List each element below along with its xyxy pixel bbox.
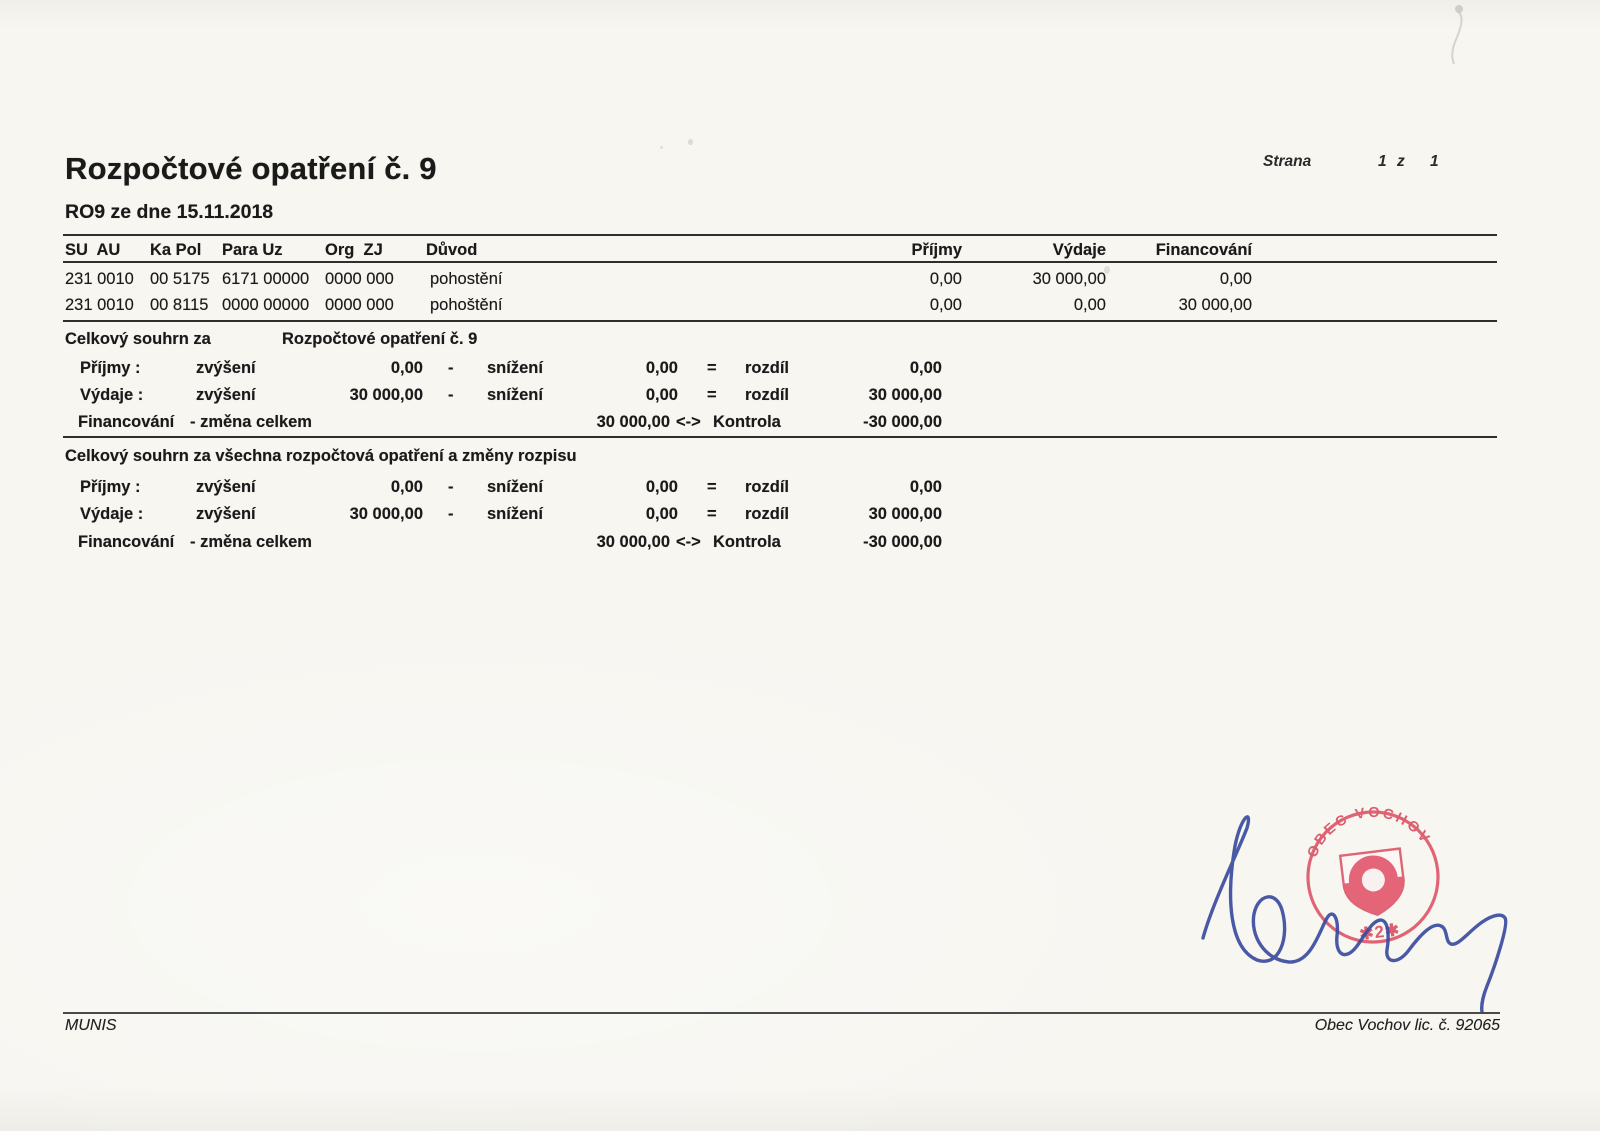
increase-value: 0,00 xyxy=(390,478,423,496)
col-header-financovani: Financování xyxy=(1155,241,1252,259)
diff-value: 0,00 xyxy=(909,478,942,496)
cell-org-zj: 0000 000 xyxy=(325,270,394,288)
diff-label: rozdíl xyxy=(745,478,789,496)
arrow-sign: <-> xyxy=(676,413,701,431)
increase-value: 30 000,00 xyxy=(349,505,423,523)
change-label: - změna celkem xyxy=(190,533,312,551)
row-label: Financování xyxy=(78,533,175,551)
page-indicator-label: Strana xyxy=(1263,153,1312,170)
cell-vydaje: 30 000,00 xyxy=(1032,270,1106,288)
decrease-value: 0,00 xyxy=(645,359,678,377)
cell-vydaje: 0,00 xyxy=(1073,296,1106,314)
financing-value: 30 000,00 xyxy=(596,413,670,431)
row-label: Výdaje : xyxy=(80,386,144,404)
diff-label: rozdíl xyxy=(745,386,789,404)
increase-value: 30 000,00 xyxy=(349,386,423,404)
footer-rule xyxy=(63,1012,1500,1014)
diff-value: 30 000,00 xyxy=(868,386,942,404)
diff-value: 0,00 xyxy=(909,359,942,377)
footer-license: Obec Vochov lic. č. 92065 xyxy=(1314,1017,1500,1034)
increase-label: zvýšení xyxy=(196,386,256,404)
increase-label: zvýšení xyxy=(196,505,256,523)
summary-heading: Celkový souhrn za všechna rozpočtová opatření a změny rozpisu xyxy=(65,447,577,465)
cell-financovani: 30 000,00 xyxy=(1178,296,1252,314)
decrease-value: 0,00 xyxy=(645,386,678,404)
stamp-ring-text: OBEC VOCHOV xyxy=(1304,804,1434,861)
diff-label: rozdíl xyxy=(745,505,789,523)
table-bottom-rule xyxy=(63,320,1497,322)
table-header-rule xyxy=(63,261,1497,263)
col-header-org-zj: Org ZJ xyxy=(325,241,383,259)
diff-label: rozdíl xyxy=(745,359,789,377)
col-header-para-uz: Para Uz xyxy=(222,241,283,259)
cell-su-au: 231 0010 xyxy=(65,296,134,314)
diff-value: 30 000,00 xyxy=(868,505,942,523)
decrease-value: 0,00 xyxy=(645,478,678,496)
section-divider-rule xyxy=(63,436,1497,438)
cell-prijmy: 0,00 xyxy=(929,296,962,314)
equals-sign: = xyxy=(707,386,717,404)
equals-sign: = xyxy=(707,478,717,496)
decrease-value: 0,00 xyxy=(645,505,678,523)
signature-stroke xyxy=(1203,817,1506,1012)
row-label: Příjmy : xyxy=(80,478,141,496)
minus-sign: - xyxy=(448,359,454,377)
scan-speck xyxy=(1104,266,1110,274)
change-label: - změna celkem xyxy=(190,413,312,431)
cell-prijmy: 0,00 xyxy=(929,270,962,288)
equals-sign: = xyxy=(707,359,717,377)
cell-para-uz: 0000 00000 xyxy=(222,296,310,314)
col-header-ka-pol: Ka Pol xyxy=(150,241,202,259)
minus-sign: - xyxy=(448,478,454,496)
cell-duvod: pohoštění xyxy=(430,296,503,314)
cell-org-zj: 0000 000 xyxy=(325,296,394,314)
increase-label: zvýšení xyxy=(196,359,256,377)
control-label: Kontrola xyxy=(713,413,781,431)
cell-financovani: 0,00 xyxy=(1219,270,1252,288)
increase-value: 0,00 xyxy=(390,359,423,377)
financing-value: 30 000,00 xyxy=(596,533,670,551)
page-title: Rozpočtové opatření č. 9 xyxy=(65,151,437,186)
col-header-su-au: SU AU xyxy=(65,241,121,259)
decrease-label: snížení xyxy=(487,386,543,404)
signature xyxy=(1185,790,1525,1020)
row-label: Příjmy : xyxy=(80,359,141,377)
decrease-label: snížení xyxy=(487,478,543,496)
cell-ka-pol: 00 5175 xyxy=(150,270,210,288)
footer-app-name: MUNIS xyxy=(65,1017,117,1034)
control-value: -30 000,00 xyxy=(863,533,942,551)
increase-label: zvýšení xyxy=(196,478,256,496)
table-top-rule xyxy=(63,234,1497,236)
arrow-sign: <-> xyxy=(676,533,701,551)
col-header-duvod: Důvod xyxy=(426,241,478,259)
cell-para-uz: 6171 00000 xyxy=(222,270,310,288)
decrease-label: snížení xyxy=(487,359,543,377)
col-header-prijmy: Příjmy xyxy=(911,241,962,259)
doc-subtitle: RO9 ze dne 15.11.2018 xyxy=(65,201,274,223)
minus-sign: - xyxy=(448,505,454,523)
row-label: Financování xyxy=(78,413,175,431)
page-number-current: 1 xyxy=(1378,153,1387,170)
stamp-number-text: ✱2✱ xyxy=(1358,920,1402,945)
scan-speck xyxy=(660,146,663,149)
page-number-total: 1 xyxy=(1430,153,1439,170)
page-number-of-label: z xyxy=(1397,153,1405,170)
cell-ka-pol: 00 8115 xyxy=(150,296,209,314)
cell-duvod: pohostění xyxy=(430,270,503,288)
equals-sign: = xyxy=(707,505,717,523)
scan-speck xyxy=(688,139,693,145)
summary-heading: Celkový souhrn za xyxy=(65,330,211,348)
scan-scratch-artifact xyxy=(1445,2,1485,66)
decrease-label: snížení xyxy=(487,505,543,523)
minus-sign: - xyxy=(448,386,454,404)
summary-scope: Rozpočtové opatření č. 9 xyxy=(282,330,478,348)
row-label: Výdaje : xyxy=(80,505,144,523)
cell-su-au: 231 0010 xyxy=(65,270,134,288)
control-label: Kontrola xyxy=(713,533,781,551)
control-value: -30 000,00 xyxy=(863,413,942,431)
col-header-vydaje: Výdaje xyxy=(1052,241,1106,259)
